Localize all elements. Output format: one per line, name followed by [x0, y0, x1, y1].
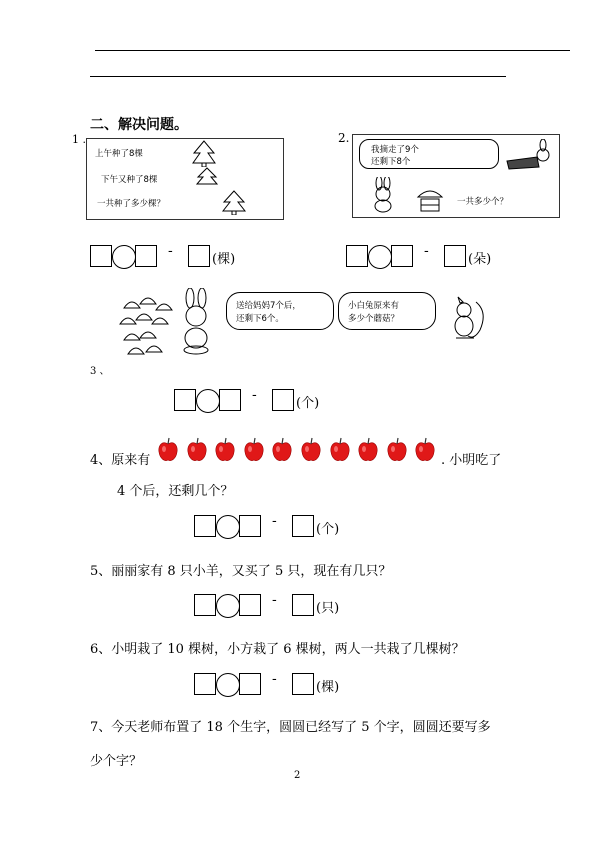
apple-icon	[187, 436, 207, 462]
q2-line-1: 我摘走了9个	[371, 145, 419, 155]
equation-q2	[346, 245, 516, 267]
operator-circle[interactable]	[112, 245, 136, 269]
apple-icon	[158, 436, 178, 462]
q5-text: 5、丽丽家有 8 只小羊，又买了 5 只，现在有几只？	[90, 564, 392, 579]
q3-bubble2-line-1: 小白兔原来有	[348, 301, 400, 311]
squirrel-icon	[448, 296, 488, 344]
mushroom-basket-icon	[415, 185, 445, 213]
result-box[interactable]	[292, 594, 314, 616]
minus-sign: -	[272, 592, 277, 608]
q3-speech-bubble-1	[226, 292, 334, 330]
q3-bubble2-line-2: 多少个蘑菇？	[348, 314, 400, 324]
section-title: 二、解决问题。	[90, 117, 188, 133]
tree-icon	[191, 139, 217, 167]
apple-icon	[272, 436, 292, 462]
unit-label: (只)	[316, 601, 340, 616]
minus-sign: -	[252, 387, 257, 403]
tree-icon	[195, 167, 219, 187]
result-box[interactable]	[292, 515, 314, 537]
q3-number: 3 、	[90, 366, 110, 377]
q3-speech-bubble-2	[338, 292, 436, 330]
operator-circle[interactable]	[368, 245, 392, 269]
minus-sign: -	[272, 513, 277, 529]
page-number: 2	[294, 770, 301, 781]
answer-box[interactable]	[219, 389, 241, 411]
q2-picture	[352, 134, 560, 218]
q1-number: 1 .	[72, 133, 86, 146]
answer-box[interactable]	[194, 515, 216, 537]
apple-icon	[244, 436, 264, 462]
apple-icon	[358, 436, 378, 462]
operator-circle[interactable]	[196, 389, 220, 413]
equation-q4	[194, 515, 364, 537]
operator-circle[interactable]	[216, 594, 240, 618]
answer-box[interactable]	[346, 245, 368, 267]
minus-sign: -	[168, 243, 173, 259]
unit-label: (棵)	[316, 680, 340, 695]
result-box[interactable]	[444, 245, 466, 267]
apple-icon	[215, 436, 235, 462]
apple-icon	[330, 436, 350, 462]
apple-icon	[415, 436, 435, 462]
q4-line-2: 4 个后，还剩几个？	[117, 484, 234, 499]
apple-icon	[301, 436, 321, 462]
apple-row	[158, 436, 442, 464]
minus-sign: -	[424, 243, 429, 259]
unit-label: (个)	[316, 522, 340, 537]
minus-sign: -	[272, 671, 277, 687]
q4-prefix: 4、原来有	[90, 453, 151, 468]
q2-line-2: 还剩下8个	[371, 157, 411, 167]
q1-line-1: 上午种了8棵	[95, 149, 143, 159]
rabbit-with-basket-icon	[503, 139, 555, 173]
unit-label: (个)	[296, 396, 320, 411]
q7-line-2: 少个字？	[90, 754, 143, 769]
result-box[interactable]	[188, 245, 210, 267]
result-box[interactable]	[292, 673, 314, 695]
answer-box[interactable]	[239, 673, 261, 695]
q4-suffix: . 小明吃了	[441, 453, 502, 468]
q1-picture	[86, 138, 284, 220]
answer-box[interactable]	[174, 389, 196, 411]
answer-box[interactable]	[90, 245, 112, 267]
apple-icon	[387, 436, 407, 462]
operator-circle[interactable]	[216, 515, 240, 539]
q2-number: 2.	[338, 131, 350, 145]
q3-bubble1-line-1: 送给妈妈7个后，	[236, 301, 301, 311]
answer-box[interactable]	[391, 245, 413, 267]
q2-question: 一共多少个？	[457, 197, 509, 207]
mushroom-pile-icon	[118, 294, 180, 356]
q1-line-2: 下午又种了8棵	[101, 175, 158, 185]
answer-line-2	[90, 76, 506, 77]
rabbit-icon	[176, 288, 216, 356]
answer-box[interactable]	[194, 594, 216, 616]
equation-q3	[174, 389, 344, 411]
operator-circle[interactable]	[216, 673, 240, 697]
tree-icon	[221, 189, 247, 215]
q6-text: 6、小明栽了 10 棵树，小方栽了 6 棵树，两人一共栽了几棵树？	[90, 642, 465, 657]
q7-line-1: 7、今天老师布置了 18 个生字，圆圆已经写了 5 个字，圆圆还要写多	[90, 720, 491, 735]
answer-box[interactable]	[194, 673, 216, 695]
answer-box[interactable]	[135, 245, 157, 267]
q3-bubble1-line-2: 还剩下6个。	[236, 314, 284, 324]
answer-box[interactable]	[239, 515, 261, 537]
unit-label: (棵)	[212, 252, 236, 267]
result-box[interactable]	[272, 389, 294, 411]
answer-line-1	[95, 50, 570, 51]
rabbit-icon	[367, 177, 399, 213]
unit-label: (朵)	[468, 252, 492, 267]
answer-box[interactable]	[239, 594, 261, 616]
equation-q5	[194, 594, 364, 616]
equation-q1	[90, 245, 260, 267]
q1-line-3: 一共种了多少棵？	[97, 199, 166, 209]
equation-q6	[194, 673, 364, 695]
